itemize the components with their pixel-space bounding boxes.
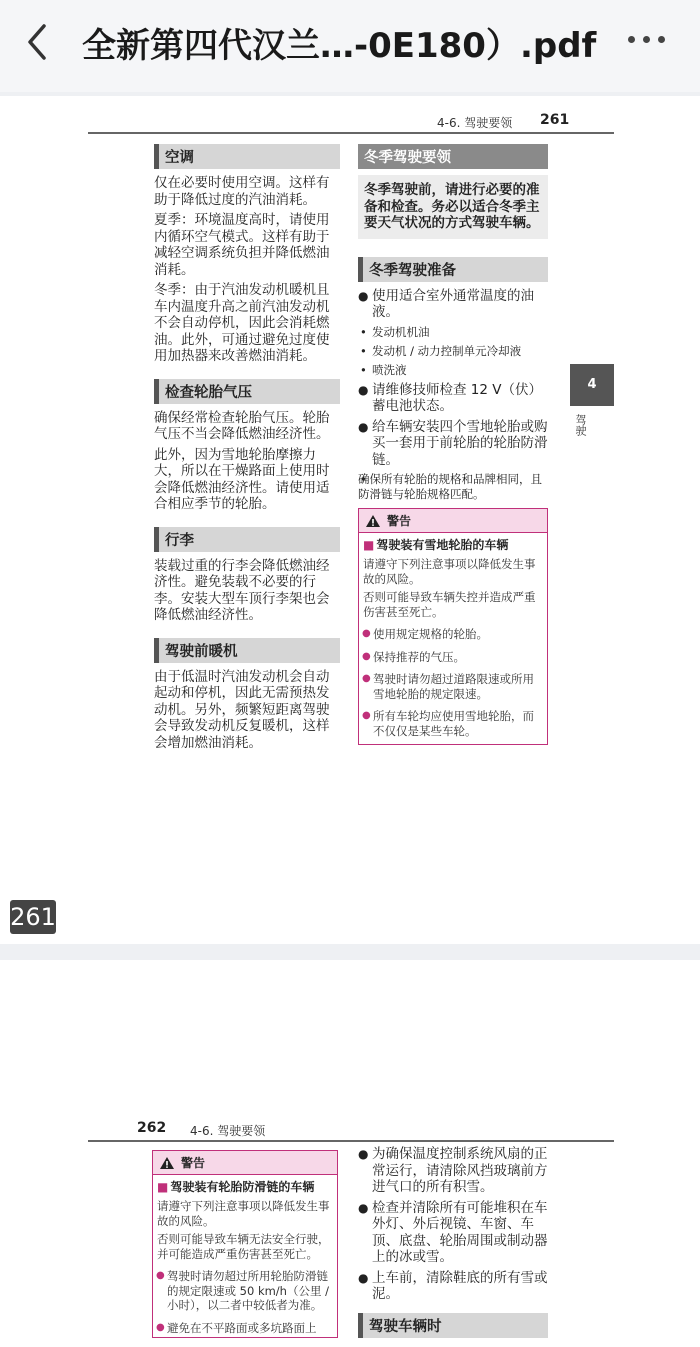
note-text: • 确保所有轮胎的规格和品牌相同，且防滑链与轮胎规格匹配。 bbox=[358, 472, 548, 502]
section-air-conditioning bbox=[154, 144, 340, 365]
section-heading: 驾驶车辆时 bbox=[358, 1313, 548, 1338]
header-rule bbox=[88, 132, 614, 134]
warning-label: 警告 bbox=[181, 1156, 206, 1170]
sub-item: • 喷洗液 bbox=[358, 363, 548, 378]
warning-subtitle: ■ 驾驶装有雪地轮胎的车辆 bbox=[359, 533, 547, 555]
document-title: 全新第四代汉兰…-0E180）.pdf bbox=[82, 26, 597, 66]
warning-header bbox=[153, 1151, 337, 1175]
paragraph: 装载过重的行李会降低燃油经济性。避免装载不必要的行李。安装大型车顶行李架也会降低燃油经济性。 bbox=[154, 557, 330, 623]
section-heading-winter: 冬季驾驶要领 bbox=[358, 144, 548, 169]
warning-label: 警告 bbox=[387, 514, 412, 528]
section-heading: 空调 bbox=[154, 144, 340, 169]
warning-text: 否则可能导致车辆无法安全行驶，并可能造成严重伤害甚至死亡。 bbox=[157, 1232, 330, 1261]
page-number: 262 bbox=[137, 1120, 167, 1136]
right-column bbox=[358, 144, 548, 745]
paragraph: 确保经常检查轮胎气压。轮胎气压不当会降低燃油经济性。 bbox=[154, 409, 330, 442]
pdf-page-262 bbox=[0, 960, 700, 1347]
winter-intro-box: 冬季驾驶前，请进行必要的准备和检查。务必以适合冬季主要天气状况的方式驾驶车辆。 bbox=[358, 175, 548, 239]
warning-triangle-icon bbox=[159, 1156, 175, 1170]
paragraph: 夏季：环境温度高时，请使用内循环空气模式。这样有助于减轻空调系统负担并降低燃油消耗。 bbox=[154, 212, 330, 278]
section-tire-pressure bbox=[154, 379, 340, 513]
bullet-item: ● 请维修技师检查 12 V（伏）蓄电池状态。 bbox=[358, 382, 548, 415]
chapter-tab-label: 驾驶 bbox=[574, 414, 587, 436]
section-heading-prep: 冬季驾驶准备 bbox=[358, 257, 548, 282]
left-column bbox=[152, 1150, 338, 1338]
chapter-tab: 4 bbox=[570, 364, 614, 406]
right-column bbox=[358, 1146, 548, 1344]
running-header: 4-6. 驾驶要领 bbox=[190, 1124, 266, 1138]
section-heading: 驾驶前暖机 bbox=[154, 638, 340, 663]
warning-bullet: ● 所有车轮均应使用雪地轮胎，而不仅仅是某些车轮。 bbox=[359, 707, 547, 744]
paragraph: 由于低温时汽油发动机会自动起动和停机，因此无需预热发动机。另外，频繁短距离驾驶会导致发动机反复暖机，这样会增加燃油消耗。 bbox=[154, 668, 330, 751]
bullet-item: ● 使用适合室外通常温度的油液。 bbox=[358, 288, 548, 321]
more-options-icon[interactable] bbox=[628, 24, 674, 54]
bullet-item: ● 检查并清除所有可能堆积在车外灯、外后视镜、车窗、车顶、底盘、轮胎周围或制动器上的冰或雪。 bbox=[358, 1200, 548, 1266]
paragraph: 冬季：由于汽油发动机暖机且车内温度升高之前汽油发动机不会自动停机，因此会消耗燃油。此外，可通过避免过度使用加热器来改善燃油消耗。 bbox=[154, 282, 330, 364]
header-rule bbox=[88, 1140, 614, 1142]
warning-box bbox=[358, 508, 548, 745]
bullet-item: ● 为确保温度控制系统风扇的正常运行，请清除风挡玻璃前方进气口的所有积雪。 bbox=[358, 1146, 548, 1196]
pdf-page-261 bbox=[0, 96, 700, 944]
bullet-item: ● 上车前，清除鞋底的所有雪或泥。 bbox=[358, 1270, 548, 1303]
paragraph: 此外，因为雪地轮胎摩擦力大，所以在干燥路面上使用时会降低燃油经济性。请使用适合相应季节的轮胎。 bbox=[154, 446, 330, 512]
warning-bullet: ● 驾驶时请勿超过道路限速或所用雪地轮胎的规定限速。 bbox=[359, 670, 547, 703]
section-heading: 行李 bbox=[154, 527, 340, 552]
paragraph: 仅在必要时使用空调。这样有助于降低过度的汽油消耗。 bbox=[154, 175, 330, 208]
warning-bullet: ● 驾驶时请勿超过所用轮胎防滑链的规定限速或 50 km/h（公里 / 小时），以二者中较低者为准。 bbox=[153, 1267, 337, 1315]
bullet-item: ● 给车辆安装四个雪地轮胎或购买一套用于前轮胎的轮胎防滑链。 bbox=[358, 419, 548, 469]
sub-item: • 发动机 / 动力控制单元冷却液 bbox=[358, 344, 548, 359]
section-luggage bbox=[154, 527, 340, 624]
warning-bullet: ● 使用规定规格的轮胎。 bbox=[359, 625, 547, 644]
warning-text: 否则可能导致车辆失控并造成严重伤害甚至死亡。 bbox=[363, 590, 536, 619]
warning-box bbox=[152, 1150, 338, 1338]
page-indicator-badge: 261 bbox=[10, 900, 56, 934]
warning-text: 请遵守下列注意事项以降低发生事故的风险。 bbox=[363, 557, 536, 586]
warning-bullet: ● 保持推荐的气压。 bbox=[359, 648, 547, 667]
left-column bbox=[154, 144, 340, 755]
section-heading: 检查轮胎气压 bbox=[154, 379, 340, 404]
running-header: 4-6. 驾驶要领 bbox=[437, 116, 513, 130]
sub-item: • 发动机机油 bbox=[358, 325, 548, 340]
page-number: 261 bbox=[540, 112, 570, 128]
top-bar bbox=[0, 0, 700, 92]
warning-triangle-icon bbox=[365, 514, 381, 528]
warning-header bbox=[359, 509, 547, 533]
warning-subtitle: ■ 驾驶装有轮胎防滑链的车辆 bbox=[153, 1175, 337, 1197]
warning-bullet: ● 避免在不平路面或多坑路面上 bbox=[153, 1319, 337, 1338]
back-icon[interactable] bbox=[22, 20, 62, 70]
warning-text: 请遵守下列注意事项以降低发生事故的风险。 bbox=[157, 1199, 330, 1228]
section-warm-up bbox=[154, 638, 340, 752]
